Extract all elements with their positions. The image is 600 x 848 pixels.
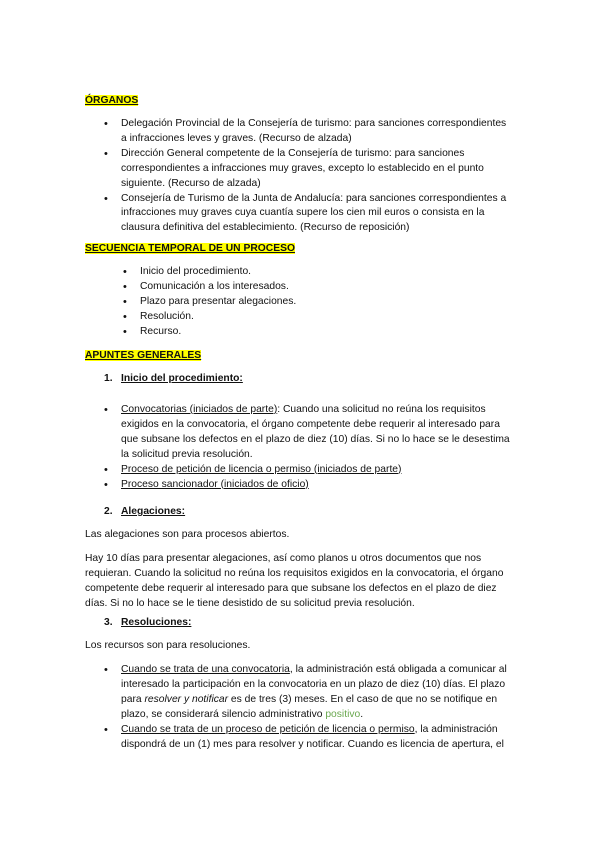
item-highlight: positivo bbox=[325, 708, 361, 720]
item-lead: Cuando se trata de una convocatoria bbox=[121, 664, 290, 675]
item-italic: resolver y notificar bbox=[144, 693, 229, 705]
item-lead: Cuando se trata de un proceso de petición de licencia o permiso bbox=[121, 723, 415, 735]
list-item: • Comunicación a los interesados. bbox=[140, 280, 510, 295]
item-lead: Proceso sancionador (iniciados de oficio) bbox=[121, 478, 309, 490]
list-item: • Plazo para presentar alegaciones. bbox=[140, 295, 510, 310]
inicio-list bbox=[121, 403, 511, 492]
paragraph: Hay 10 días para presentar alegaciones, así como planos u otros documentos que nos requieran. Cuando la solicitud no reúna los requisitos exigidos en la convocatoria, el órgano competente debe requerir al interesado para que subsane los defectos en el plazo de diez días. Si no lo hace se le tiene desistido de su solicitud previa resolución. bbox=[85, 553, 504, 609]
item-text: , la administración dispondrá de un (1) mes para resolver y notificar. Cuando es licencia de apertura, el bbox=[121, 723, 504, 750]
list-item: • Dirección General competente de la Consejería de turismo: para sanciones correspondientes a infracciones muy graves, excepto lo establecido en el punto siguiente. (Recurso de alzada) bbox=[121, 147, 511, 192]
organos-heading: ÓRGANOS bbox=[85, 95, 139, 106]
section-number: 3. bbox=[104, 617, 113, 628]
organos-section bbox=[85, 94, 515, 109]
paragraph: Los recursos son para resoluciones. bbox=[85, 640, 251, 651]
list-item: • Recurso. bbox=[140, 325, 510, 340]
list-item bbox=[121, 463, 511, 478]
list-item bbox=[121, 403, 511, 463]
list-item bbox=[121, 663, 511, 723]
item-lead: Proceso de petición de licencia o permiso (iniciados de parte) bbox=[121, 463, 402, 475]
section-number: 2. bbox=[104, 506, 113, 517]
section-number: 1. bbox=[104, 373, 113, 384]
organos-list bbox=[121, 117, 511, 236]
item-text: : Cuando una solicitud no reúna los requisitos exigidos en la convocatoria, el órgano competente debe requerir al interesado para que subsane los defectos en el plazo de diez (10) días. Si no lo hace se le desestima la solicitud previa resolución. bbox=[121, 404, 510, 460]
secuencia-section bbox=[85, 242, 515, 257]
list-item: • Delegación Provincial de la Consejería de turismo: para sanciones correspondientes a infracciones leves y graves. (Recurso de alzada) bbox=[121, 117, 511, 147]
section-1-heading bbox=[104, 372, 243, 387]
list-item bbox=[121, 723, 511, 753]
list-item bbox=[121, 478, 511, 493]
apuntes-section bbox=[85, 349, 515, 364]
item-text: , la administración está obligada a comunicar al interesado la participación en la convocatoria en un plazo de diez (10) días. El plazo para bbox=[121, 664, 507, 705]
section-3-heading bbox=[104, 616, 191, 631]
secuencia-heading: SECUENCIA TEMPORAL DE UN PROCESO bbox=[85, 243, 295, 254]
section-title: Alegaciones: bbox=[121, 506, 186, 517]
item-lead: Convocatorias (iniciados de parte) bbox=[121, 404, 278, 415]
list-item: • Consejería de Turismo de la Junta de Andalucía: para sanciones correspondientes a infracciones muy graves cuya cuantía supere los cien mil euros o consista en la clausura definitiva del establecimiento. (Recurso de reposición) bbox=[121, 192, 511, 237]
apuntes-heading: APUNTES GENERALES bbox=[85, 350, 202, 361]
resoluciones-list bbox=[121, 663, 511, 752]
section-2-heading bbox=[104, 505, 185, 520]
secuencia-list bbox=[140, 265, 510, 340]
section-title: Inicio del procedimiento: bbox=[121, 373, 243, 384]
item-text: . bbox=[360, 708, 364, 720]
list-item: • Resolución. bbox=[140, 310, 510, 325]
item-text: es de tres (3) meses. En el caso de que no se notifique en plazo, se considerará silencio administrativo bbox=[121, 693, 498, 720]
paragraph: Las alegaciones son para procesos abiertos. bbox=[85, 529, 290, 540]
list-item: • Inicio del procedimiento. bbox=[140, 265, 510, 280]
section-title: Resoluciones: bbox=[121, 617, 192, 628]
